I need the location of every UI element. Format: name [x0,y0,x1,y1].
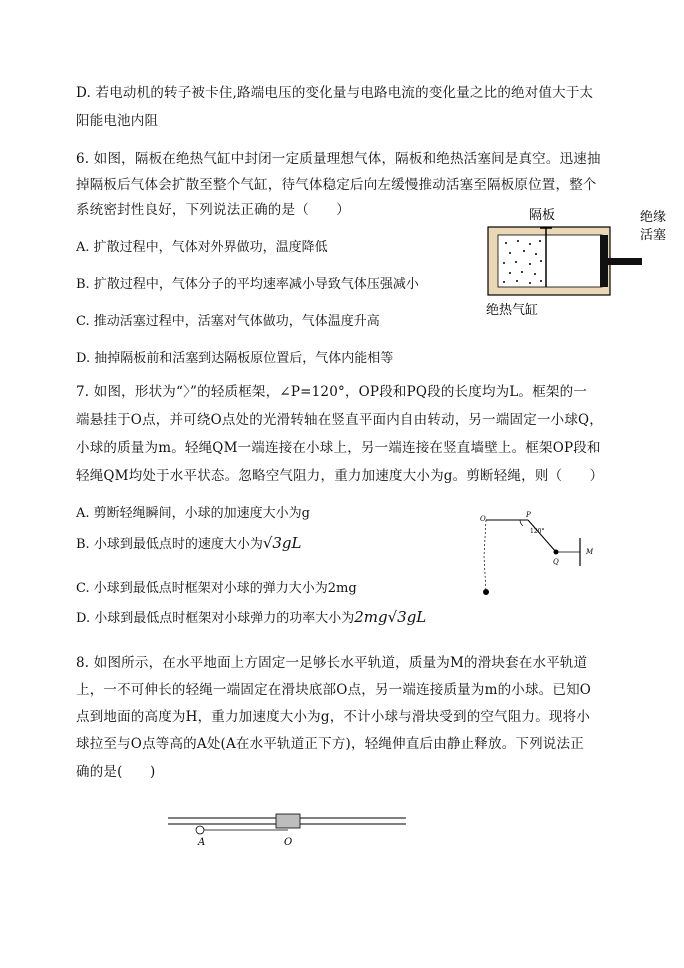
q7-frame-figure [472,510,612,602]
piston-rod [608,258,642,265]
label-angle: 120° [530,528,545,535]
q7-option-b-text: B. 小球到最低点时的速度大小为 [76,537,263,552]
label-p: P [526,511,531,519]
q5-option-d-line1: D. 若电动机的转子被卡住,路端电压的变化量与电路电流的变化量之比的绝对值大于太 [76,85,594,101]
piston-label-line2: 活塞 [640,228,667,243]
piston [600,235,608,287]
piston-label-line1: 绝缘 [640,210,667,225]
q7-option-b [76,534,302,554]
cylinder-label: 绝热气缸 [486,303,539,318]
q6-option-a: A. 扩散过程中，气体对外界做功，温度降低 [76,240,328,255]
q7-option-b-formula: √3gL [262,534,302,552]
q6-option-d: D. 抽掉隔板前和活塞到达隔板原位置后，气体内能相等 [76,351,394,366]
q7-option-d [76,608,426,628]
q8-stem-line5: 确的是( ) [76,764,156,780]
q6-option-b: B. 扩散过程中，气体分子的平均速率减小导致气体压强减小 [76,277,419,292]
ball-q [554,550,559,555]
q7-stem-line3: 小球的质量为m。轻绳QM一端连接在小球上，另一端连接在竖直墙壁上。框架OP段和 [76,440,601,456]
ball-lowest [483,589,489,595]
q8-track-figure [164,808,414,850]
ball-a [196,826,204,834]
q6-cylinder-figure [480,203,680,323]
q8-stem-line3: 点到地面的高度为H，重力加速度大小为g，不计小球与滑块受到的空气阻力。现将小 [76,709,591,725]
q7-option-a: A. 剪断轻绳瞬间，小球的加速度大小为g [76,506,310,521]
q7-stem-line2: 端悬挂于O点，并可绕O点处的光滑转轴在竖直平面内自由转动，另一端固定一小球Q， [76,412,604,428]
q7-option-d-text: D. 小球到最低点时框架对小球弹力的功率大小为 [76,611,355,626]
q7-stem-line4: 轻绳QM均处于水平状态。忽略空气阻力，重力加速度大小为g。剪断轻绳，则（ ） [76,468,604,484]
label-m: M [586,548,594,556]
label-o: O [480,515,486,523]
partition-label: 隔板 [529,208,556,223]
q8-stem-line1: 8. 如图所示，在水平地面上方固定一足够长水平轨道，质量为M的滑块套在水平轨道 [76,655,588,671]
q6-stem-line3: 系统密封性良好，下列说法正确的是（ ） [76,202,350,218]
q5-option-d-line2: 阳能电池内阻 [76,113,159,129]
segment-pq [528,520,556,552]
q7-option-c: C. 小球到最低点时框架对小球的弹力大小为2mg [76,581,357,596]
q6-option-c: C. 推动活塞过程中，活塞对气体做功，气体温度升高 [76,314,380,329]
label-q: Q [553,558,559,566]
q6-stem-line1: 6. 如图，隔板在绝热气缸中封闭一定质量理想气体，隔板和绝热活塞间是真空。迅速抽 [76,151,601,167]
dashed-path [484,520,486,592]
q8-stem-line4: 球拉至与O点等高的A处(A在水平轨道正下方)，轻绳伸直后由静止释放。下列说法正 [76,736,584,752]
slider [276,814,300,828]
q6-stem-line2: 掉隔板后气体会扩散至整个气缸，待气体稳定后向左缓慢推动活塞至隔板原位置，整个 [76,177,597,193]
cylinder-chamber [498,235,602,287]
label-a: A [198,837,206,848]
label-o: O [284,837,293,848]
q7-option-d-formula: 2mg√3gL [354,608,427,626]
q8-stem-line2: 上，一不可伸长的轻绳一端固定在滑块底部O点，另一端连接质量为m的小球。已知O [76,682,592,698]
q7-stem-line1: 7. 如图，形状为“〉”的轻质框架，∠P=120°，OP段和PQ段的长度均为L。框架的一 [76,384,588,400]
